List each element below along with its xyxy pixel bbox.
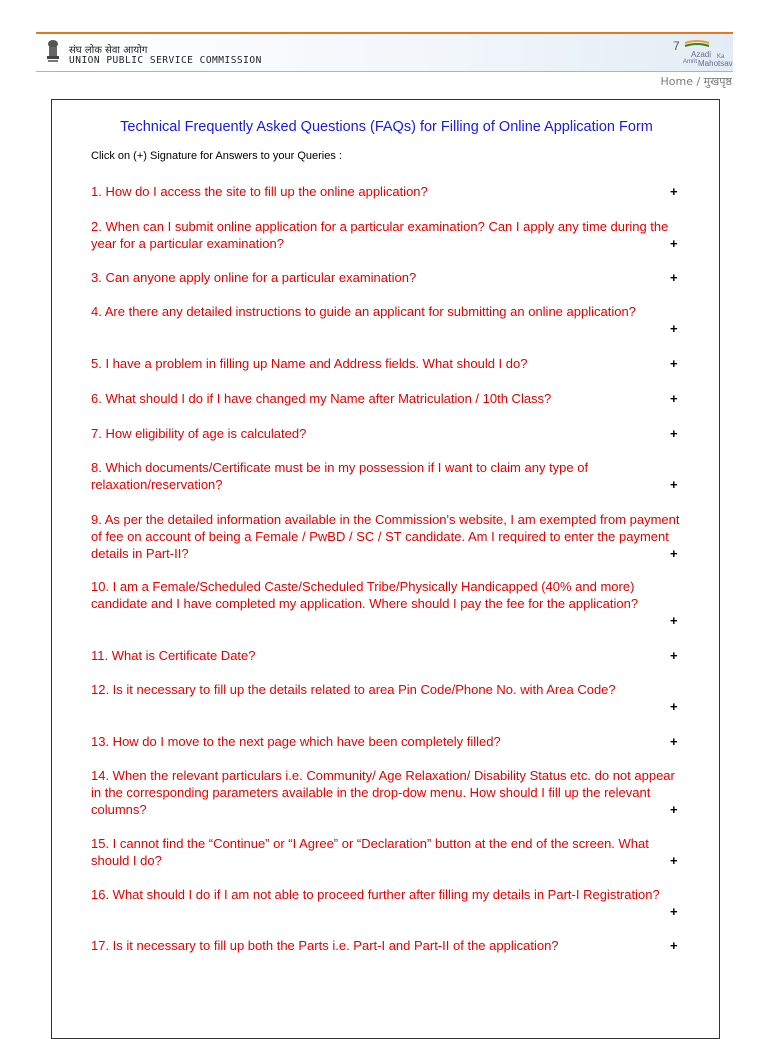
faq-item-17[interactable] (91, 937, 691, 985)
org-name-hindi: संघ लोक सेवा आयोग (69, 45, 148, 56)
faq-question[interactable]: 9. As per the detailed information available in the Commission's website, I am exempted from payment of fee on account of being a Female / PwBD / SC / ST candidate. Am I required to enter the payment details in Part-II? (91, 512, 680, 561)
expand-plus-icon[interactable]: + (670, 477, 678, 492)
faq-item-8[interactable] (91, 459, 691, 507)
national-emblem-icon (45, 39, 61, 65)
faq-item-2[interactable] (91, 218, 691, 266)
expand-plus-icon[interactable]: + (670, 236, 678, 251)
faq-question[interactable]: 14. When the relevant particulars i.e. Community/ Age Relaxation/ Disability Status etc. do not appear in the corresponding parameters available in the drop-dow menu. How should I fill up the relevant columns? (91, 768, 675, 817)
faq-question[interactable]: 7. How eligibility of age is calculated? (91, 426, 307, 441)
faq-question[interactable]: 15. I cannot find the “Continue” or “I Agree” or “Declaration” button at the end of the screen. What should I do? (91, 836, 649, 868)
expand-plus-icon[interactable]: + (670, 613, 678, 628)
faq-question[interactable]: 13. How do I move to the next page which have been completely filled? (91, 734, 501, 749)
expand-plus-icon[interactable]: + (670, 648, 678, 663)
expand-plus-icon[interactable]: + (670, 356, 678, 371)
faq-item-12[interactable] (91, 681, 691, 729)
faq-item-10[interactable] (91, 578, 691, 638)
logo-word-amrit: Amrit (683, 59, 697, 65)
expand-plus-icon[interactable]: + (670, 426, 678, 441)
expand-plus-icon[interactable]: + (670, 734, 678, 749)
faq-question[interactable]: 2. When can I submit online application for a particular examination? Can I apply any time during the year for a particular examination? (91, 219, 669, 251)
expand-plus-icon[interactable]: + (670, 270, 678, 285)
faq-question[interactable]: 10. I am a Female/Scheduled Caste/Scheduled Tribe/Physically Handicapped (40% and more) candidate and I have completed my application. Where should I pay the fee for the application? (91, 579, 639, 611)
expand-plus-icon[interactable]: + (670, 321, 678, 336)
faq-container (51, 99, 720, 1039)
top-bar (0, 0, 768, 88)
faq-question[interactable]: 3. Can anyone apply online for a particular examination? (91, 270, 417, 285)
org-name-english: UNION PUBLIC SERVICE COMMISSION (69, 55, 262, 66)
logo-word-ka: Ka (717, 54, 725, 60)
faq-question[interactable]: 11. What is Certificate Date? (91, 648, 256, 663)
faq-question[interactable]: 17. Is it necessary to fill up both the Parts i.e. Part-I and Part-II of the application? (91, 938, 559, 953)
faq-question[interactable]: 16. What should I do if I am not able to proceed further after filling my details in Part-I Registration? (91, 887, 660, 902)
logo-word-azadi: Azadi (691, 50, 712, 59)
expand-plus-icon[interactable]: + (670, 546, 678, 561)
faq-item-4[interactable] (91, 303, 691, 351)
expand-plus-icon[interactable]: + (670, 904, 678, 919)
page-title: Technical Frequently Asked Questions (FAQs) for Filling of Online Application Form (120, 119, 653, 135)
faq-question[interactable]: 4. Are there any detailed instructions to guide an applicant for submitting an online application? (91, 304, 636, 319)
svg-text:7: 7 (673, 39, 680, 53)
expand-plus-icon[interactable]: + (670, 853, 678, 868)
expand-plus-icon[interactable]: + (670, 391, 678, 406)
faq-question[interactable]: 8. Which documents/Certificate must be in my possession if I want to claim any type of relaxation/reservation? (91, 460, 589, 492)
faq-item-9[interactable] (91, 511, 691, 571)
expand-plus-icon[interactable]: + (670, 699, 678, 714)
faq-item-15[interactable] (91, 835, 691, 883)
faq-question[interactable]: 6. What should I do if I have changed my Name after Matriculation / 10th Class? (91, 391, 552, 406)
instructions-text: Click on (+) Signature for Answers to your Queries : (91, 150, 342, 162)
logo-word-mahotsav: Mahotsav (698, 59, 733, 68)
faq-question[interactable]: 5. I have a problem in filling up Name and Address fields. What should I do? (91, 356, 528, 371)
expand-plus-icon[interactable]: + (670, 938, 678, 953)
faq-question[interactable]: 1. How do I access the site to fill up the online application? (91, 184, 428, 199)
expand-plus-icon[interactable]: + (670, 184, 678, 199)
home-link[interactable]: Home / मुखपृष्ठ (660, 75, 732, 88)
faq-item-16[interactable] (91, 886, 691, 934)
expand-plus-icon[interactable]: + (670, 802, 678, 817)
site-header (36, 32, 733, 72)
faq-question[interactable]: 12. Is it necessary to fill up the details related to area Pin Code/Phone No. with Area Code? (91, 682, 616, 697)
faq-item-14[interactable] (91, 767, 691, 827)
azadi-ka-amrit-mahotsav-logo (671, 38, 733, 70)
